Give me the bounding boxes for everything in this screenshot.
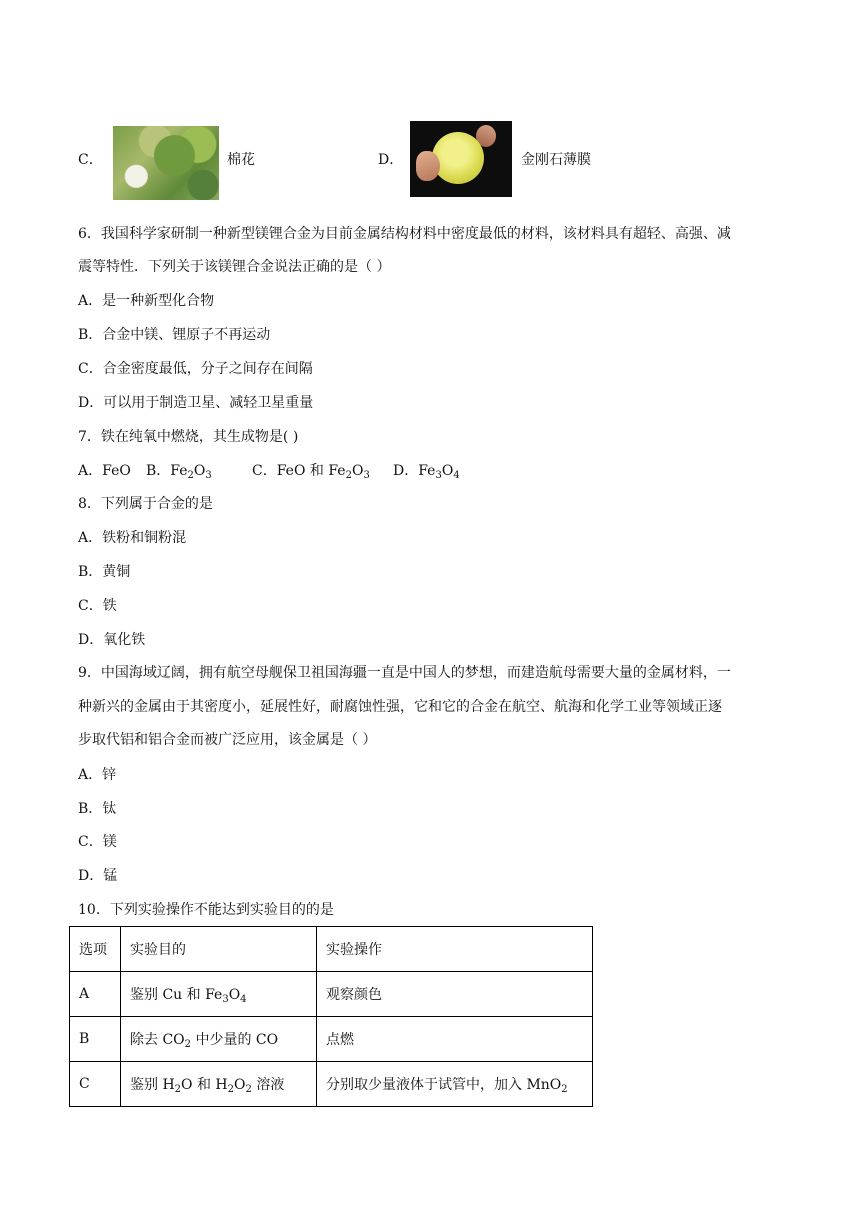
q6-option-c: C．合金密度最低，分子之间存在间隔	[78, 361, 313, 377]
q7-option-b-formula: $Fe_2O_3$	[170, 463, 212, 481]
header-option: 选项	[70, 927, 121, 972]
row-option: B	[70, 1017, 121, 1062]
row-operation: 分别取少量液体于试管中，加入 MnO$_2$	[317, 1062, 593, 1107]
q6-option-b: B．合金中镁、锂原子不再运动	[78, 327, 271, 343]
film-disc-shape	[432, 132, 484, 184]
row-option: C	[70, 1062, 121, 1107]
q8-option-a: A．铁粉和铜粉混	[78, 530, 187, 546]
q6-stem-line1: 6．我国科学家研制一种新型镁锂合金为目前金属结构材料中密度最低的材料，该材料具有超轻、高强、减	[78, 226, 731, 242]
q8-option-d: D．氧化铁	[78, 632, 146, 648]
row-purpose: 鉴别 $H_2O$ 和 $H_2O_2$ 溶液	[121, 1062, 317, 1107]
q7-option-c	[252, 461, 370, 481]
q7-option-c-label: C．	[252, 463, 277, 479]
row-operation: 点燃	[317, 1017, 593, 1062]
q6-option-a: A．是一种新型化合物	[78, 293, 215, 309]
option-d-text: 金刚石薄膜	[521, 152, 591, 168]
q7-stem: 7．铁在纯氧中燃烧，其生成物是( )	[78, 429, 299, 445]
row-operation: 观察颜色	[317, 972, 593, 1017]
q6-option-d: D．可以用于制造卫星、减轻卫星重量	[78, 395, 314, 411]
q6-stem-line2: 震等特性．下列关于该镁锂合金说法正确的是（ ）	[78, 259, 391, 275]
q7-option-d	[393, 461, 460, 481]
q10-stem: 10．下列实验操作不能达到实验目的的是	[78, 902, 334, 918]
q9-option-b: B．钛	[78, 801, 117, 817]
row-option: A	[70, 972, 121, 1017]
row-purpose: 除去 $CO_2$ 中少量的 CO	[121, 1017, 317, 1062]
q9-stem-line2: 种新兴的金属由于其密度小，延展性好，耐腐蚀性强，它和它的合金在航空、航海和化学工业等领域正逐	[78, 699, 722, 715]
table-row	[70, 972, 593, 1017]
q8-stem: 8．下列属于合金的是	[78, 496, 213, 512]
q7-option-b-label: B．	[146, 463, 171, 479]
q8-option-c: C．铁	[78, 598, 117, 614]
q7-option-a-label: A．	[78, 463, 103, 479]
q7-option-d-label: D．	[393, 463, 419, 479]
q9-option-d: D．锰	[78, 868, 118, 884]
q7-option-a-formula: FeO	[102, 463, 131, 479]
thumb-shape	[416, 151, 440, 181]
option-d-label: D．	[378, 152, 404, 168]
experiment-table	[69, 926, 593, 1107]
q7-option-c-formula: FeO 和 $Fe_2O_3$	[276, 463, 370, 481]
q7-option-b	[146, 461, 212, 481]
diamond-film-image	[410, 121, 512, 197]
header-operation: 实验操作	[317, 927, 593, 972]
table-row	[70, 1062, 593, 1107]
q9-option-c: C．镁	[78, 834, 117, 850]
option-c-label: C．	[78, 152, 103, 168]
row-purpose: 鉴别 Cu 和 $Fe_3O_4$	[121, 972, 317, 1017]
table-header-row	[70, 927, 593, 972]
q9-option-a: A．锌	[78, 767, 117, 783]
q7-option-d-formula: $Fe_3O_4$	[418, 463, 460, 481]
option-c-text: 棉花	[227, 152, 255, 168]
q9-stem-line3: 步取代铝和铝合金而被广泛应用，该金属是（ ）	[78, 732, 377, 748]
q7-option-a	[78, 461, 131, 481]
q8-option-b: B．黄铜	[78, 564, 131, 580]
header-purpose: 实验目的	[121, 927, 317, 972]
cotton-image	[113, 126, 219, 200]
table-row	[70, 1017, 593, 1062]
q9-stem-line1: 9．中国海域辽阔，拥有航空母舰保卫祖国海疆一直是中国人的梦想，而建造航母需要大量的金属材料，一	[78, 665, 731, 681]
